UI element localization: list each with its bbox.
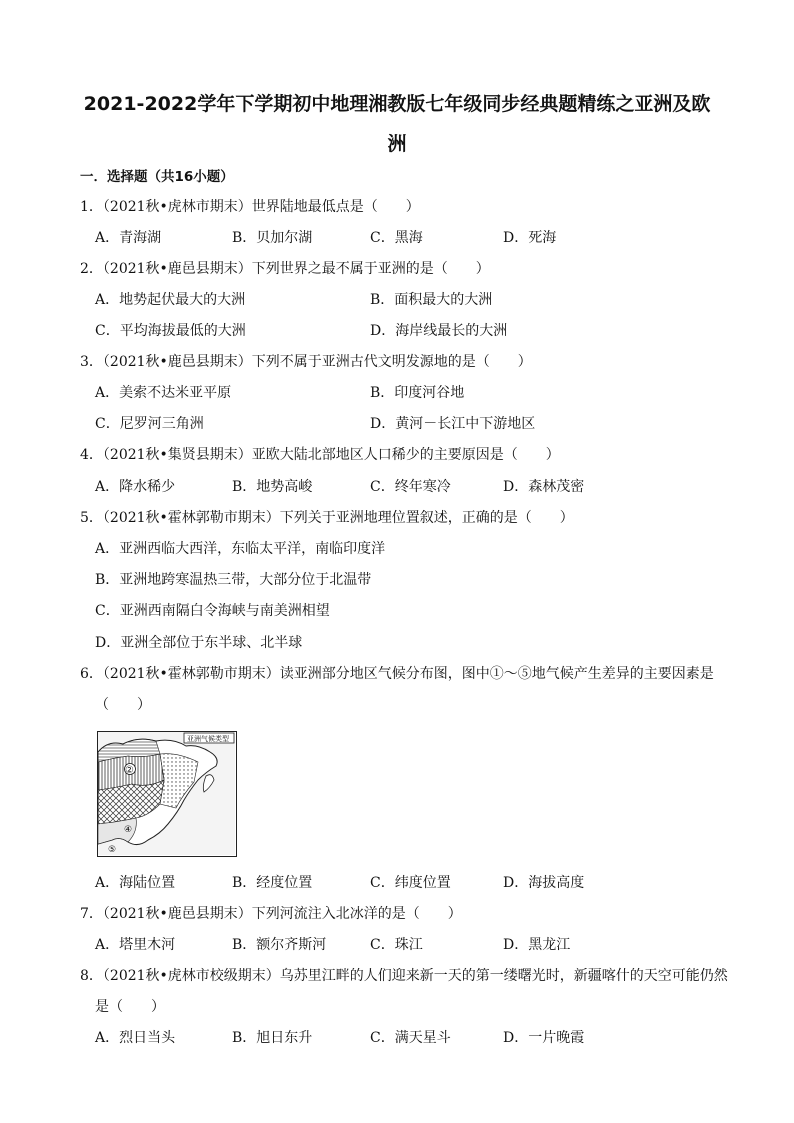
q5-option-c: C．亚洲西南隔白令海峡与南美洲相望 bbox=[95, 603, 330, 619]
q5-option-a: A．亚洲西临大西洋，东临太平洋，南临印度洋 bbox=[95, 541, 386, 557]
question-8-stem: 8．（2021秋•虎林市校级期末）乌苏里江畔的人们迎来新一天的第一缕曙光时，新疆喀什的天空可能仍然 bbox=[80, 968, 728, 984]
map-label-2: ② bbox=[125, 765, 134, 776]
map-label-5: ⑤ bbox=[108, 845, 117, 855]
q1-option-b: B．贝加尔湖 bbox=[232, 230, 313, 246]
q2-option-b: B．面积最大的大洲 bbox=[370, 292, 493, 308]
q7-option-a: A．塔里木河 bbox=[95, 937, 176, 953]
q3-option-b: B．印度河谷地 bbox=[370, 385, 465, 401]
q7-option-b: B．额尔齐斯河 bbox=[232, 937, 327, 953]
asia-climate-map-figure bbox=[97, 731, 237, 857]
q6-option-d: D．海拔高度 bbox=[503, 875, 585, 891]
q7-option-d: D．黑龙江 bbox=[503, 937, 571, 953]
q5-option-b: B．亚洲地跨寒温热三带，大部分位于北温带 bbox=[95, 572, 372, 588]
q1-option-d: D．死海 bbox=[503, 230, 557, 246]
q6-option-b: B．经度位置 bbox=[232, 875, 313, 891]
q4-option-c: C．终年寒冷 bbox=[370, 479, 451, 495]
question-1-stem: 1．（2021秋•虎林市期末）世界陆地最低点是（ ） bbox=[80, 199, 420, 215]
q6-option-c: C．纬度位置 bbox=[370, 875, 451, 891]
q4-option-d: D．森林茂密 bbox=[503, 479, 585, 495]
q8-option-c: C．满天星斗 bbox=[370, 1030, 451, 1046]
map-label-4: ④ bbox=[124, 825, 133, 835]
question-3-stem: 3．（2021秋•鹿邑县期末）下列不属于亚洲古代文明发源地的是（ ） bbox=[80, 354, 532, 370]
q4-option-a: A．降水稀少 bbox=[95, 479, 176, 495]
question-2-stem: 2．（2021秋•鹿邑县期末）下列世界之最不属于亚洲的是（ ） bbox=[80, 261, 490, 277]
q8-option-d: D．一片晚霞 bbox=[503, 1030, 585, 1046]
q6-option-a: A．海陆位置 bbox=[95, 875, 176, 891]
q8-option-a: A．烈日当头 bbox=[95, 1030, 176, 1046]
q2-option-c: C．平均海拔最低的大洲 bbox=[95, 323, 246, 339]
section-heading: 一．选择题（共16小题） bbox=[80, 169, 234, 185]
question-6-stem: 6．（2021秋•霍林郭勒市期末）读亚洲部分地区气候分布图，图中①～⑤地气候产生差异的主要因素是 bbox=[80, 666, 714, 682]
question-7-stem: 7．（2021秋•鹿邑县期末）下列河流注入北冰洋的是（ ） bbox=[80, 906, 462, 922]
q1-option-c: C．黑海 bbox=[370, 230, 423, 246]
asia-climate-map bbox=[98, 732, 235, 855]
title-line-2: 洲 bbox=[387, 133, 407, 155]
title-line-1: 2021-2022学年下学期初中地理湘教版七年级同步经典题精练之亚洲及欧 bbox=[83, 93, 711, 115]
q7-option-c: C．珠江 bbox=[370, 937, 423, 953]
q1-option-a: A．青海湖 bbox=[95, 230, 162, 246]
question-8-stem-cont: 是（ ） bbox=[95, 999, 165, 1015]
question-6-stem-cont: （ ） bbox=[95, 697, 151, 713]
q3-option-a: A．美索不达米亚平原 bbox=[95, 385, 232, 401]
page-title bbox=[60, 84, 734, 164]
q2-option-a: A．地势起伏最大的大洲 bbox=[95, 292, 246, 308]
q3-option-d: D．黄河－长江中下游地区 bbox=[370, 416, 536, 432]
q5-option-d: D．亚洲全部位于东半球、北半球 bbox=[95, 635, 303, 651]
q8-option-b: B．旭日东升 bbox=[232, 1030, 313, 1046]
map-legend-title: 亚洲气候类型 bbox=[187, 735, 229, 743]
q2-option-d: D．海岸线最长的大洲 bbox=[370, 323, 508, 339]
question-5-stem: 5．（2021秋•霍林郭勒市期末）下列关于亚洲地理位置叙述，正确的是（ ） bbox=[80, 510, 574, 526]
q4-option-b: B．地势高峻 bbox=[232, 479, 313, 495]
question-4-stem: 4．（2021秋•集贤县期末）亚欧大陆北部地区人口稀少的主要原因是（ ） bbox=[80, 447, 560, 463]
q3-option-c: C．尼罗河三角洲 bbox=[95, 416, 204, 432]
